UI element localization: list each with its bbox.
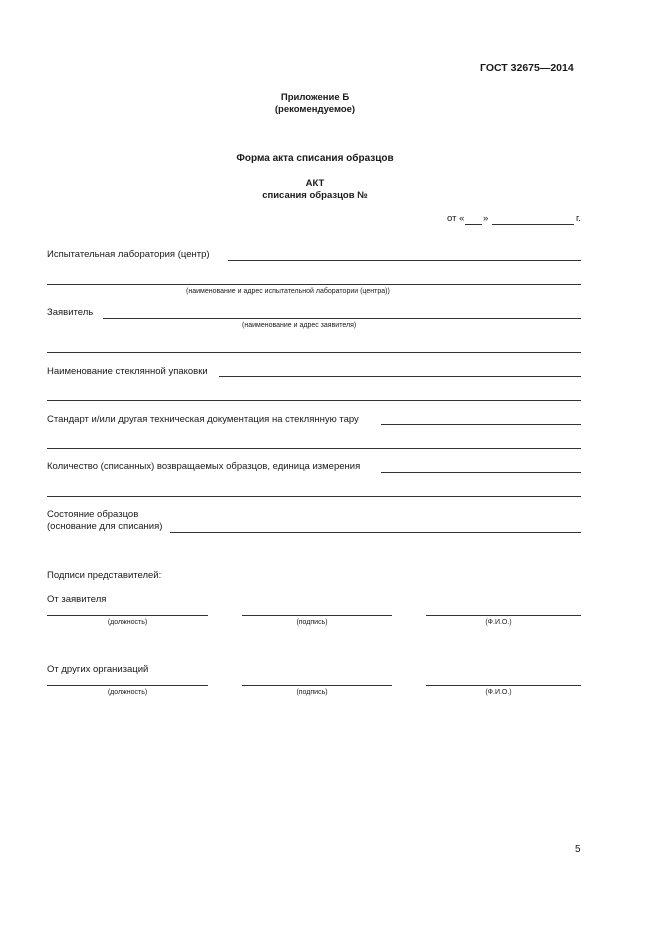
condition-reason-label: (основание для списания) — [47, 521, 163, 532]
lab-hint: (наименование и адрес испытательной лаборатории (центра)) — [186, 288, 390, 295]
date-mid: » — [483, 213, 489, 224]
quantity-field-line-2[interactable] — [47, 496, 581, 497]
others-name-field[interactable] — [426, 685, 581, 686]
condition-label: Состояние образцов — [47, 509, 139, 520]
page-number: 5 — [575, 844, 581, 855]
standard-field[interactable] — [381, 424, 581, 425]
lab-label: Испытательная лаборатория (центр) — [47, 249, 210, 260]
form-title: Форма акта списания образцов — [236, 153, 394, 164]
appendix-note: (рекомендуемое) — [274, 104, 356, 115]
applicant-label: Заявитель — [47, 307, 94, 318]
lab-field[interactable] — [228, 260, 581, 261]
date-day-field[interactable] — [465, 224, 482, 225]
standard-field-line-2[interactable] — [47, 448, 581, 449]
applicant-name-field[interactable] — [426, 615, 581, 616]
package-field[interactable] — [219, 376, 581, 377]
from-others-label: От других организаций — [47, 664, 149, 675]
date-prefix: от « — [447, 213, 465, 224]
standard-number: ГОСТ 32675—2014 — [480, 62, 574, 74]
package-label: Наименование стеклянной упаковки — [47, 366, 208, 377]
quantity-label: Количество (списанных) возвращаемых образцов, единица измерения — [47, 461, 361, 472]
applicant-signature-hint: (подпись) — [296, 619, 328, 626]
others-position-field[interactable] — [47, 685, 208, 686]
applicant-position-hint: (должность) — [107, 619, 148, 626]
others-signature-field[interactable] — [242, 685, 392, 686]
applicant-name-hint: (Ф.И.О.) — [485, 619, 512, 626]
others-position-hint: (должность) — [107, 689, 148, 696]
date-month-year-field[interactable] — [492, 224, 574, 225]
act-title: АКТ — [305, 178, 325, 189]
applicant-hint: (наименование и адрес заявителя) — [242, 322, 357, 329]
quantity-field[interactable] — [381, 472, 581, 473]
signatures-title: Подписи представителей: — [47, 570, 162, 581]
date-suffix: г. — [576, 213, 581, 224]
appendix-title: Приложение Б — [280, 92, 350, 103]
act-subtitle: списания образцов № — [262, 190, 368, 201]
applicant-position-field[interactable] — [47, 615, 208, 616]
package-field-line-2[interactable] — [47, 400, 581, 401]
standard-label: Стандарт и/или другая техническая документация на стеклянную тару — [47, 414, 359, 425]
others-name-hint: (Ф.И.О.) — [485, 689, 512, 696]
others-signature-hint: (подпись) — [296, 689, 328, 696]
from-applicant-label: От заявителя — [47, 594, 107, 605]
condition-field[interactable] — [170, 532, 581, 533]
applicant-field-line-2[interactable] — [47, 352, 581, 353]
applicant-signature-field[interactable] — [242, 615, 392, 616]
lab-field-line-2[interactable] — [47, 284, 581, 285]
applicant-field[interactable] — [103, 318, 581, 319]
